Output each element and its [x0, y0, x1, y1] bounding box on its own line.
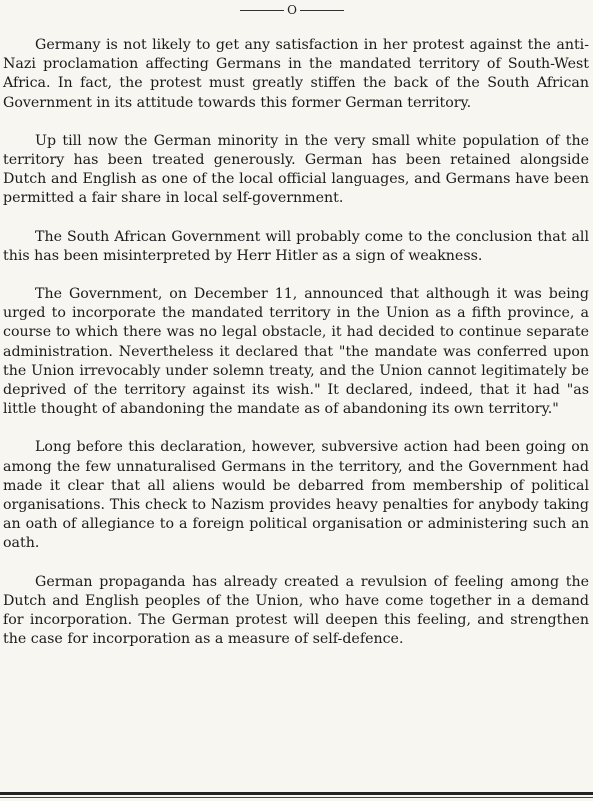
paragraph-subversive-action: Long before this declaration, however, subversive action had been going on among the few unnaturalised Germans in the territory, and the Government had made it clear that all aliens would be debarred from membership of political organisations. This check to Nazism provides heavy penalties for anybody taking an oath of allegiance to a foreign political organisation or administering such an oath.: [3, 439, 589, 552]
paragraph-december-announcement: The Government, on December 11, announced that although it was being urged to incorporate the mandated territory in the Union as a fifth province, a course to which there was no legal obstacle, it had decided to continue separate administration. Nevertheless it declared that "the mandate was conferred upon the Union irrevocably under solemn treaty, and the Union cannot legitimately be deprived of the territory against its wish." It declared, indeed, that it had "as little thought of abandoning the mandate as of abandoning its own territory.": [3, 286, 589, 418]
ornament-line-right: [300, 10, 344, 11]
article-body: [3, 36, 589, 668]
paragraph-propaganda: German propaganda has already created a revulsion of feeling among the Dutch and English peoples of the Union, who have come together in a demand for incorporation. The German protest will deepen this feeling, and strengthen the case for incorporation as a measure of self-defence.: [3, 573, 589, 648]
ornament-line-left: [240, 10, 284, 11]
paragraph-german-minority: Up till now the German minority in the very small white population of the territory has been treated generously. German has been retained alongside Dutch and English as one of the local official languages, and Germans have been permitted a fair share in local self-government.: [3, 132, 589, 207]
top-ornament-rule: [240, 4, 350, 16]
paragraph-weakness: The South African Government will probably come to the conclusion that all this has been misinterpreted by Herr Hitler as a sign of weakness.: [3, 228, 589, 264]
bottom-rule-thin: [0, 797, 593, 798]
bottom-rule-thick: [0, 792, 593, 795]
ornament-glyph: O: [287, 3, 297, 17]
paragraph-protest: Germany is not likely to get any satisfaction in her protest against the anti-Nazi proclamation affecting Germans in the mandated territory of South-West Africa. In fact, the protest must greatly stiffen the back of the South African Government in its attitude towards this former German territory.: [3, 37, 589, 111]
